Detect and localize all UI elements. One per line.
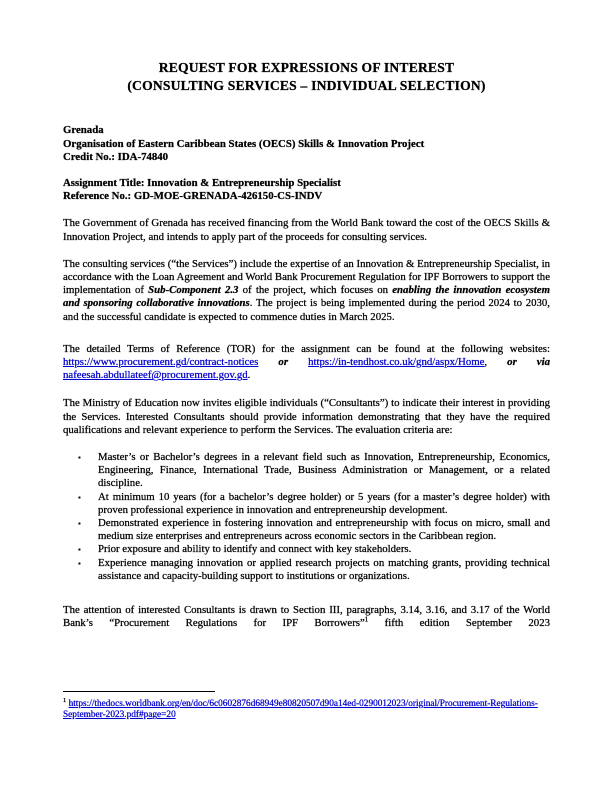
- tor-comma-text: ,: [484, 356, 508, 369]
- subcomponent-emphasis: Sub-Component 2.3: [148, 284, 239, 297]
- criteria-item: [78, 451, 550, 491]
- footnote-ref-superscript: 1: [364, 615, 369, 624]
- paragraph-tor: [63, 343, 550, 383]
- assignment-title: Assignment Title: Innovation & Entrepreneurship Specialist: [63, 177, 341, 190]
- criteria-text: Demonstrated experience in fostering innovation and entrepreneurship with focus on micro, small and medium size enterprises and entrepreneurs across economic sectors in the Caribbean region.: [98, 517, 550, 543]
- services-text-b: of the project, which focuses on: [238, 284, 393, 297]
- assignment-block: [63, 177, 550, 203]
- tor-or-via-text: or via: [507, 356, 551, 369]
- paragraph-invitation: The Ministry of Education now invites eligible individuals (“Consultants”) to indicate their interest in providing the Services. Interested Consultants should provide information demonstrating that they have the required qualifications and relevant experience to perform the Services. The evaluation criteria are:: [63, 397, 550, 436]
- criteria-text: Experience managing innovation or applied research projects on matching grants, providing technical assistance and capacity-building support to institutions or organizations.: [98, 556, 550, 582]
- footnote-area: [63, 691, 550, 722]
- title-line-1: REQUEST FOR EXPRESSIONS OF INTEREST: [158, 60, 455, 75]
- footnote-marker: 1: [63, 697, 67, 704]
- tor-email-link[interactable]: nafeesah.abdullateef@procurement.gov.gd: [63, 369, 248, 382]
- footnote-link[interactable]: https://thedocs.worldbank.org/en/doc/6c0602876d68949e80820507d90a14ed-0290012023/original/Procurement-Regulations-September-2023.pdf#page=20: [63, 699, 538, 721]
- paragraph-services: [63, 258, 550, 324]
- services-text-a: The consulting services (“the Services”) include the expertise of an Innovation & Entrepreneurship Specialist, in accordance with the Loan Agreement and World Bank Procurement Regulation for IPF Borrowers to support the implementation of: [63, 257, 550, 297]
- footnote: [63, 695, 550, 722]
- tor-link-procurement-gd[interactable]: https://www.procurement.gd/contract-notices: [63, 356, 259, 369]
- criteria-text: At minimum 10 years (for a bachelor’s degree holder) or 5 years (for a master’s degree holder) with proven professional experience in innovation and entrepreneurship development.: [98, 490, 550, 516]
- tor-intro-text: The detailed Terms of Reference (TOR) for the assignment can be found at the following websites:: [63, 342, 550, 355]
- square-bullet-icon: ▪: [78, 545, 81, 555]
- country-name: Grenada: [63, 124, 104, 137]
- attention-text-b: fifth edition September 2023: [368, 617, 550, 630]
- credit-number: Credit No.: IDA-74840: [63, 150, 169, 163]
- document-title: [63, 59, 550, 95]
- square-bullet-icon: ▪: [78, 519, 81, 529]
- square-bullet-icon: ▪: [78, 558, 81, 568]
- services-text-c: . The project is being implemented during the period 2024 to 2030, and the successful candidate is expected to commence duties in March 2025.: [63, 297, 550, 323]
- tor-link-tendhost[interactable]: https://in-tendhost.co.uk/gnd/aspx/Home: [308, 356, 485, 369]
- reference-number: Reference No.: GD-MOE-GRENADA-426150-CS-INDV: [63, 190, 323, 203]
- footnote-divider: [63, 691, 215, 692]
- square-bullet-icon: ▪: [78, 492, 81, 502]
- criteria-item: [78, 517, 550, 543]
- paragraph-financing: The Government of Grenada has received financing from the World Bank toward the cost of the OECS Skills & Innovation Project, and intends to apply part of the proceeds for consulting services.: [63, 217, 550, 243]
- criteria-list: [63, 451, 550, 583]
- criteria-item: [78, 491, 550, 517]
- tor-period-text: .: [247, 369, 251, 382]
- criteria-text: Prior exposure and ability to identify and connect with key stakeholders.: [98, 543, 412, 556]
- issuer-block: [63, 124, 550, 164]
- square-bullet-icon: ▪: [78, 453, 81, 463]
- tor-or-text: or: [258, 356, 309, 369]
- criteria-item: [78, 557, 550, 583]
- title-line-2: (CONSULTING SERVICES – INDIVIDUAL SELECTION): [127, 78, 486, 94]
- criteria-text: Master’s or Bachelor’s degrees in a relevant field such as Innovation, Entrepreneurship, Economics, Engineering, Finance, International Trade, Business Administration or Management, or a related discipline.: [98, 451, 550, 490]
- focus-emphasis: enabling the innovation ecosystem and sponsoring collaborative innovations: [63, 284, 550, 310]
- project-name: Organisation of Eastern Caribbean States (OECS) Skills & Innovation Project: [63, 137, 425, 150]
- attention-text-a: The attention of interested Consultants is drawn to Section III, paragraphs, 3.14, 3.16, and 3.17 of the World Bank’s “Procurement Regulations for IPF Borrowers”: [63, 604, 550, 630]
- criteria-item: [78, 543, 550, 556]
- paragraph-attention: [63, 604, 550, 630]
